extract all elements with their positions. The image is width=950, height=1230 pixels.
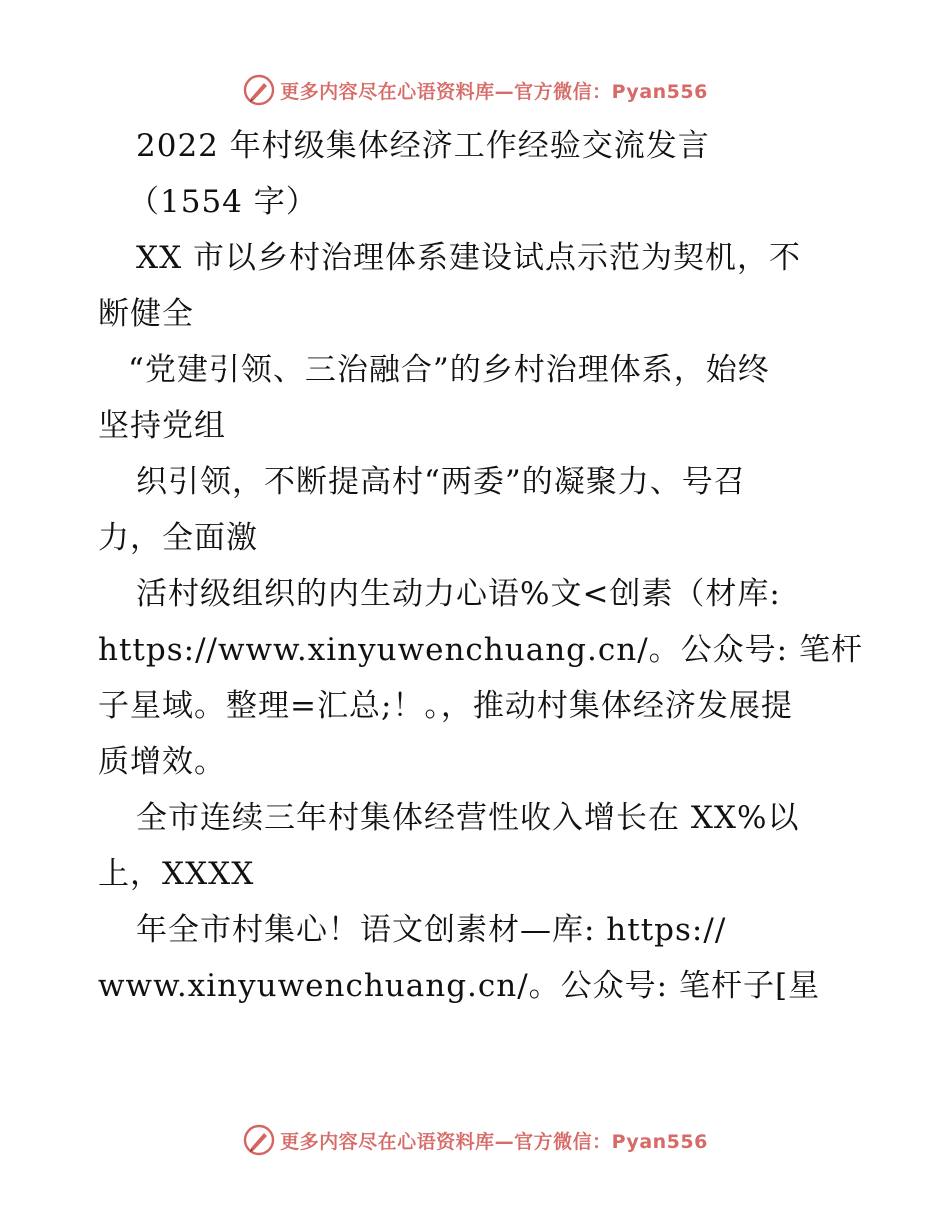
text-line: 活村级组织的内生动力心语%文<创素（材库:	[136, 576, 781, 612]
pen-logo-icon	[242, 73, 276, 107]
word-count: （1554 字）	[128, 184, 318, 220]
text-line: 坚持党组	[98, 408, 226, 444]
text-line: 年全市村集心！语文创素材—库: https://	[136, 912, 727, 948]
text-line: 全市连续三年村集体经营性收入增长在 XX%以	[136, 800, 800, 836]
watermark-text: 更多内容尽在心语资料库—官方微信：Pyan556	[280, 80, 708, 103]
document-title: 2022 年村级集体经济工作经验交流发言	[136, 128, 710, 164]
pen-logo-icon	[242, 1123, 276, 1157]
text-line: 子星域。整理=汇总;！。，推动村集体经济发展提	[98, 688, 793, 724]
footer-watermark	[0, 1118, 950, 1162]
text-line: 上，XXXX	[98, 856, 255, 892]
watermark-text: 更多内容尽在心语资料库—官方微信：Pyan556	[280, 1130, 708, 1153]
text-line: 断健全	[98, 296, 194, 332]
text-line: www.xinyuwenchuang.cn/。公众号: 笔杆子[星	[98, 968, 821, 1004]
text-line: 织引领，不断提高村“两委”的凝聚力、号召	[136, 464, 746, 500]
text-line: “党建引领、三治融合”的乡村治理体系，始终	[128, 352, 770, 388]
document-body	[98, 118, 863, 1014]
text-line: https://www.xinyuwenchuang.cn/。公众号: 笔杆	[98, 632, 863, 668]
text-line: 质增效。	[98, 744, 226, 780]
header-watermark	[0, 68, 950, 112]
text-line: 力，全面激	[98, 520, 258, 556]
text-line: XX 市以乡村治理体系建设试点示范为契机，不	[136, 240, 801, 276]
